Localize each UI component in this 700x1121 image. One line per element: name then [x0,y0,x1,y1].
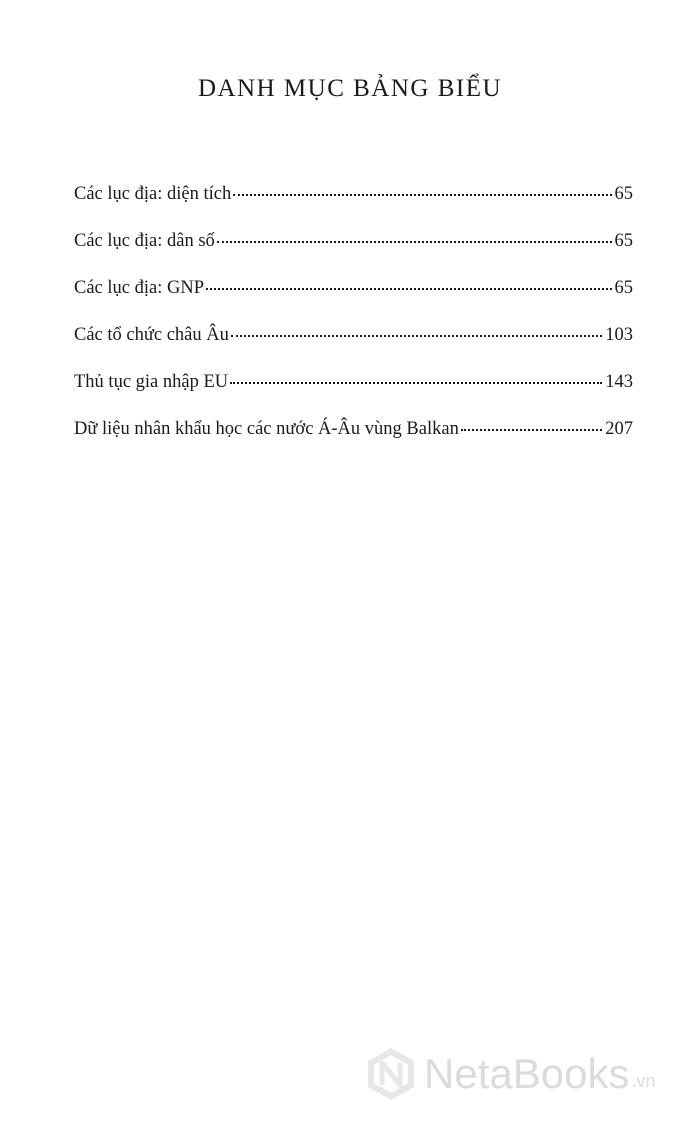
toc-entry[interactable] [74,231,633,278]
watermark-brand: NetaBooks [424,1050,630,1097]
page-title: DANH MỤC BẢNG BIỂU [197,74,503,102]
toc-entry-page: 65 [614,184,633,204]
toc-entry-page: 207 [605,419,633,439]
toc-entry-label: Thủ tục gia nhập EU [74,372,229,392]
table-of-figures [74,184,633,466]
toc-entry-page: 143 [605,372,633,392]
toc-entry-page: 65 [614,231,633,251]
hexagon-n-logo-icon [364,1045,418,1103]
dot-leader [461,429,602,431]
dot-leader [217,241,612,243]
toc-entry[interactable] [74,278,633,325]
toc-entry[interactable] [74,325,633,372]
toc-entry-label: Các lục địa: dân số [74,231,215,251]
toc-entry-label: Các tổ chức châu Âu [74,325,229,345]
dot-leader [206,288,612,290]
dot-leader [230,382,602,384]
watermark-suffix: .vn [631,1071,656,1091]
toc-entry-label: Các lục địa: diện tích [74,184,232,204]
toc-entry-label: Các lục địa: GNP [74,278,204,298]
toc-entry-page: 103 [605,325,633,345]
dot-leader [231,335,602,337]
dot-leader [233,194,611,196]
toc-entry-page: 65 [614,278,633,298]
toc-entry[interactable] [74,419,633,466]
toc-entry-label: Dữ liệu nhân khẩu học các nước Á-Âu vùng Balkan [74,419,459,439]
watermark [364,1046,655,1102]
toc-entry[interactable] [74,184,633,231]
toc-entry[interactable] [74,372,633,419]
